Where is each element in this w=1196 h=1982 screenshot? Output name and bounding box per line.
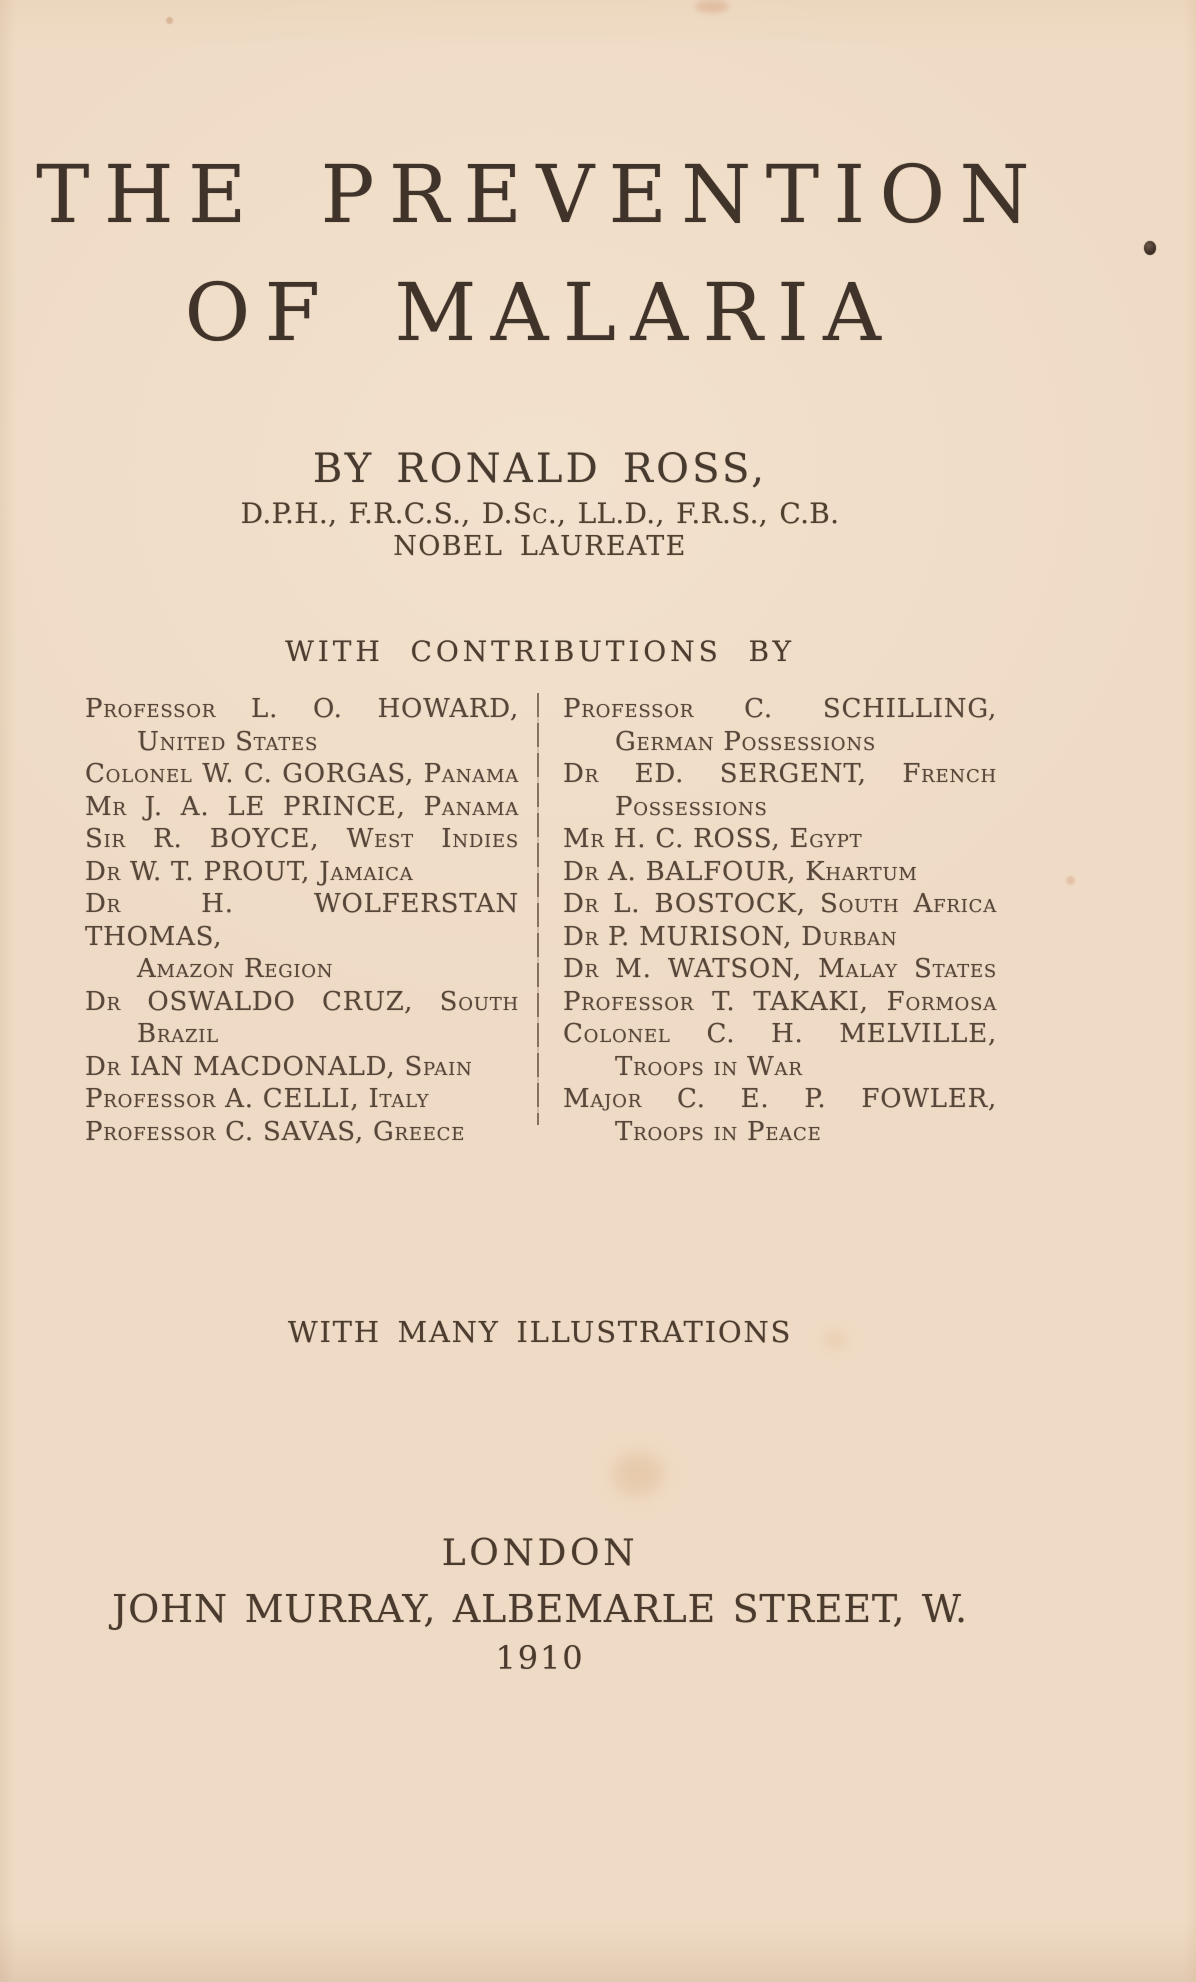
contributor-line: Dr OSWALDO CRUZ, South — [85, 986, 519, 1017]
contributor-line: Dr M. WATSON, Malay States — [563, 954, 997, 984]
book-title-line2: OF MALARIA — [184, 266, 896, 359]
book-title-line1: THE PREVENTION — [36, 148, 1044, 241]
contributor-line: Dr A. BALFOUR, Khartum — [563, 856, 918, 887]
contributor-line: Professor T. TAKAKI, Formosa — [563, 986, 997, 1017]
contributor-line: Amazon Region — [137, 954, 334, 984]
contributor-line: United States — [137, 726, 319, 757]
imprint-publisher: JOHN MURRAY, ALBEMARLE STREET, W. — [112, 1587, 968, 1631]
contributor-line: Professor A. CELLI, Italy — [85, 1084, 430, 1114]
illustrations-note: WITH MANY ILLUSTRATIONS — [287, 1315, 793, 1349]
author-byline: BY RONALD ROSS, — [312, 446, 768, 492]
contributor-line: Dr L. BOSTOCK, South Africa — [563, 889, 997, 919]
contributor-line: Colonel C. H. MELVILLE, — [563, 1019, 997, 1049]
contributors-section — [85, 693, 997, 1148]
contributor-line: Brazil — [137, 1019, 219, 1049]
contributor-line: Sir R. BOYCE, West Indies — [85, 824, 519, 854]
contributor-line: Mr J. A. LE PRINCE, Panama — [85, 791, 519, 822]
imprint-city: LONDON — [441, 1533, 639, 1574]
contributor-line: Colonel W. C. GORGAS, Panama — [85, 759, 519, 789]
contributor-line: Dr W. T. PROUT, Jamaica — [85, 856, 414, 887]
contributor-line: Professor C. SCHILLING, — [563, 694, 997, 724]
contributor-line: Troops in Peace — [615, 1116, 822, 1147]
contributors-column-right — [563, 693, 997, 1148]
contributor-line: Dr ED. SERGENT, French — [563, 759, 997, 789]
imprint-year: 1910 — [495, 1639, 585, 1677]
contributor-line: Major C. E. P. FOWLER, — [563, 1084, 997, 1114]
contributor-line: German Possessions — [615, 726, 876, 757]
contributor-line: Dr IAN MACDONALD, Spain — [85, 1051, 473, 1082]
contributor-line: Dr H. WOLFERSTAN THOMAS, — [85, 889, 519, 952]
contributor-line: Mr H. C. ROSS, Egypt — [563, 824, 863, 854]
paper-freckle — [166, 17, 173, 24]
contributor-line: Dr P. MURISON, Durban — [563, 921, 898, 952]
author-honor: NOBEL LAUREATE — [393, 531, 687, 562]
contributors-column-left — [85, 693, 519, 1148]
contributor-line: Troops in War — [615, 1051, 803, 1082]
contributions-heading: WITH CONTRIBUTIONS BY — [285, 635, 795, 668]
contributor-line: Professor C. SAVAS, Greece — [85, 1116, 466, 1147]
column-divider — [537, 693, 539, 1125]
author-credentials: D.P.H., F.R.C.S., D.Sc., LL.D., F.R.S., C.B. — [240, 497, 840, 530]
paper-stain — [612, 1452, 664, 1496]
ink-spot — [1144, 241, 1156, 255]
contributor-line: Possessions — [615, 791, 768, 822]
paper-smudge — [695, 0, 729, 13]
contributor-line: Professor L. O. HOWARD, — [85, 694, 519, 724]
paper-freckle — [1066, 876, 1075, 885]
